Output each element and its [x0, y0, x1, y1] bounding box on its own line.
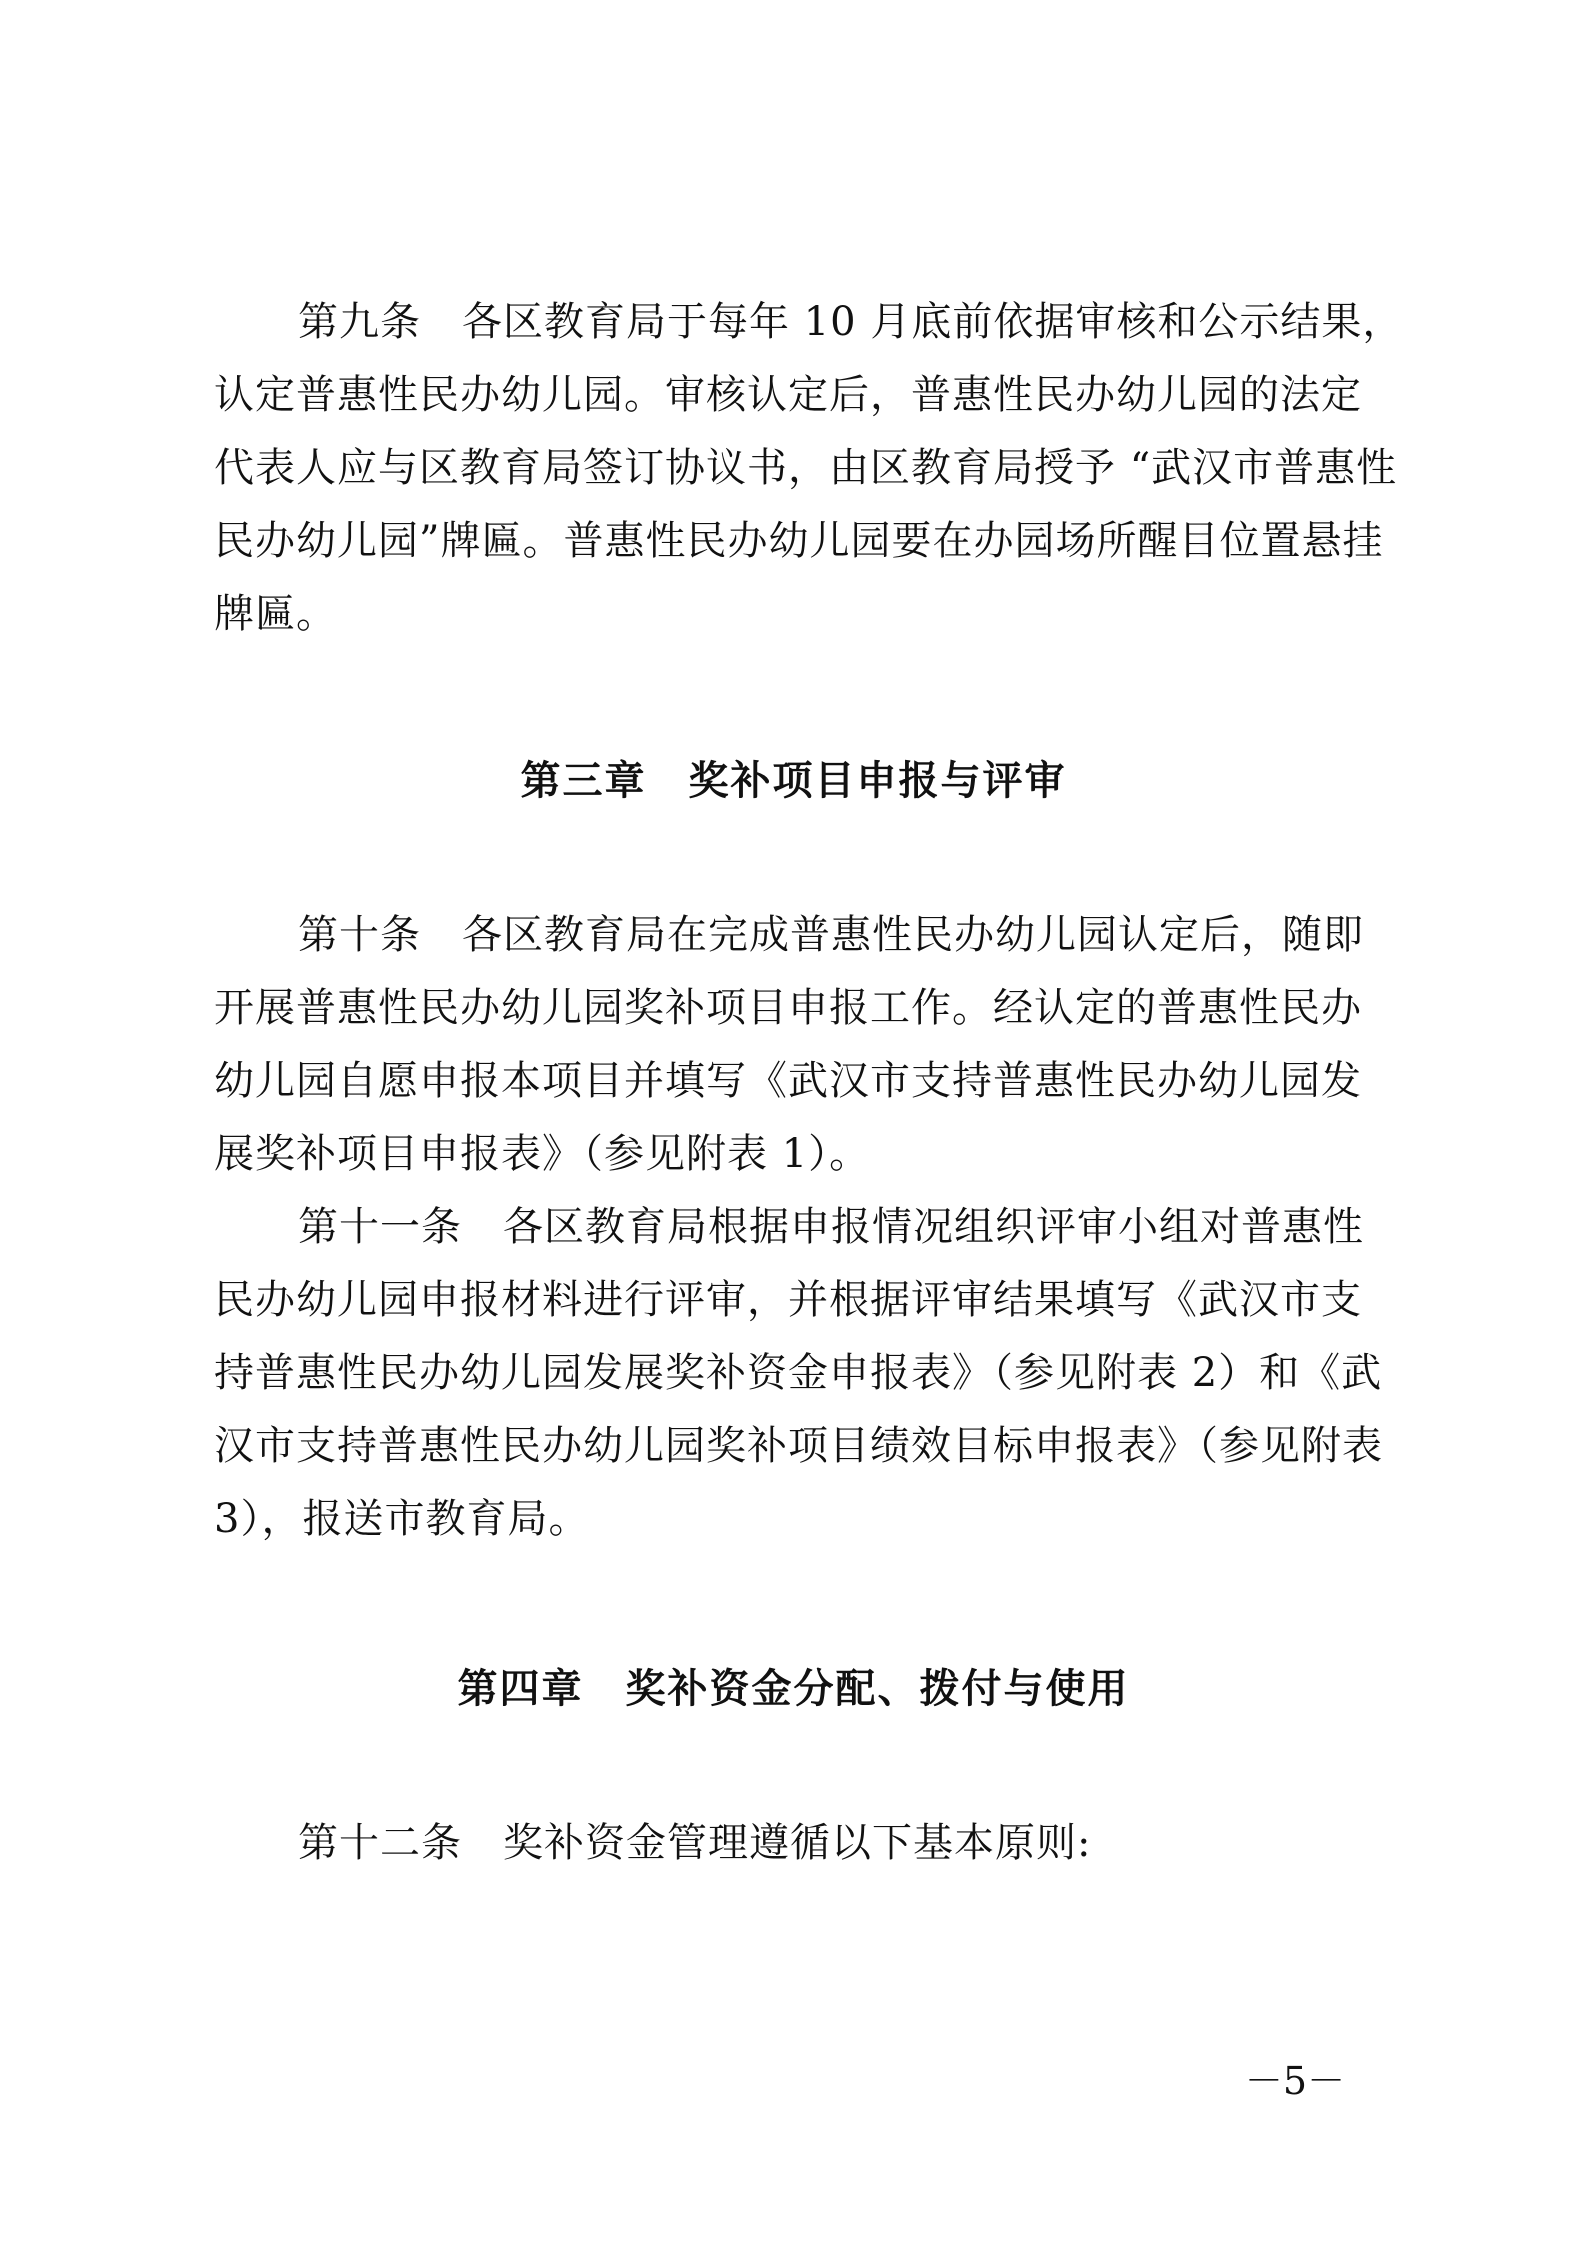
article-9-line-3: 代表人应与区教育局签订协议书，由区教育局授予 “武汉市普惠性 — [214, 445, 1398, 491]
article-9-line-5: 牌匾。 — [214, 591, 337, 637]
article-11-line-5: 3），报送市教育局。 — [214, 1496, 590, 1542]
article-11-line-3: 持普惠性民办幼儿园发展奖补资金申报表》（参见附表 2）和《武 — [214, 1350, 1383, 1396]
article-9-line-1: 第九条 各区教育局于每年 10 月底前依据审核和公示结果， — [298, 299, 1404, 345]
chapter-4-heading: 第四章 奖补资金分配、拨付与使用 — [457, 1666, 1130, 1712]
page-number: －5－ — [1244, 2059, 1346, 2103]
article-11-line-1: 第十一条 各区教育局根据申报情况组织评审小组对普惠性 — [298, 1204, 1364, 1250]
chapter-3-heading: 第三章 奖补项目申报与评审 — [520, 758, 1067, 804]
article-12-line-1: 第十二条 奖补资金管理遵循以下基本原则: — [298, 1820, 1092, 1866]
article-10-line-1: 第十条 各区教育局在完成普惠性民办幼儿园认定后，随即 — [298, 912, 1364, 958]
article-10-line-4: 展奖补项目申报表》（参见附表 1）。 — [214, 1131, 871, 1177]
article-10-line-2: 开展普惠性民办幼儿园奖补项目申报工作。经认定的普惠性民办 — [214, 985, 1362, 1031]
article-9-line-4: 民办幼儿园”牌匾。普惠性民办幼儿园要在办园场所醒目位置悬挂 — [214, 518, 1384, 564]
article-11-line-2: 民办幼儿园申报材料进行评审，并根据评审结果填写《武汉市支 — [214, 1277, 1362, 1323]
article-11-line-4: 汉市支持普惠性民办幼儿园奖补项目绩效目标申报表》（参见附表 — [214, 1423, 1383, 1469]
article-9-line-2: 认定普惠性民办幼儿园。审核认定后，普惠性民办幼儿园的法定 — [214, 372, 1362, 418]
article-10-line-3: 幼儿园自愿申报本项目并填写《武汉市支持普惠性民办幼儿园发 — [214, 1058, 1362, 1104]
